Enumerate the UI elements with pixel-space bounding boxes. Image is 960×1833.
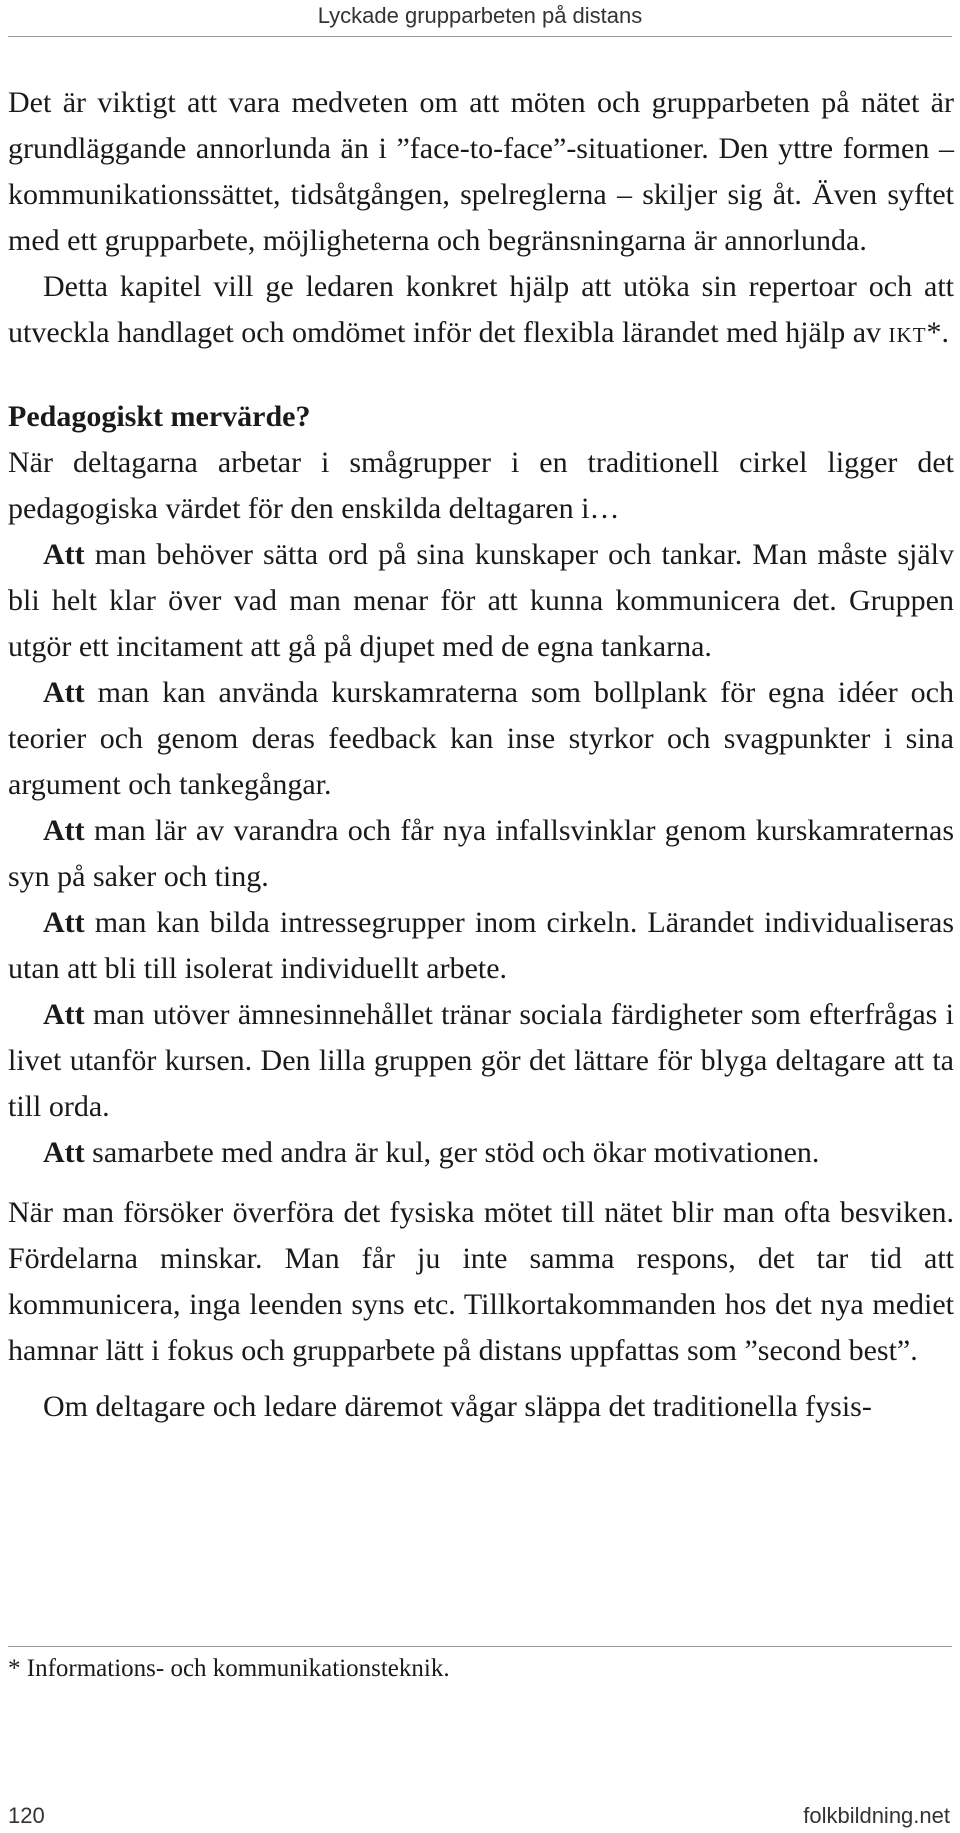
list-item-lead: Att	[43, 814, 85, 847]
page-body	[8, 80, 954, 1430]
list-item-lead: Att	[43, 998, 85, 1031]
section-intro: När deltagarna arbetar i smågrupper i en traditionell cirkel ligger det pedagogiska värdet för den enskilda deltagaren i…	[8, 446, 954, 525]
list-item-text: man kan bilda intressegrupper inom cirkeln. Lärandet individualiseras utan att bli till isolerat individuellt arbete.	[8, 906, 954, 985]
paragraph-chapter-purpose	[8, 264, 954, 356]
list-item-text: samarbete med andra är kul, ger stöd och ökar motivationen.	[84, 1136, 820, 1169]
list-item	[8, 900, 954, 992]
list-item-lead: Att	[43, 1136, 85, 1169]
paragraph-online-meeting: När man försöker överföra det fysiska mötet till nätet blir man ofta besviken. Fördelarna minskar. Man får ju inte samma respons, det tar tid att kommunicera, inga leenden syns etc. Tillkortakommanden hos det nya mediet hamnar lätt i fokus och grupparbete på distans uppfattas som ”second best”.	[8, 1196, 954, 1367]
list-item-text: man behöver sätta ord på sina kunskaper och tankar. Man måste själv bli helt klar över vad man menar för att kunna kommunicera det. Gruppen utgör ett incitament att gå på djupet med de egna tankarna.	[8, 538, 954, 663]
running-header-title: Lyckade grupparbeten på distans	[317, 3, 643, 28]
list-item-lead: Att	[43, 906, 85, 939]
page-number: 120	[8, 1803, 45, 1828]
list-item-lead: Att	[43, 538, 85, 571]
list-item	[8, 532, 954, 670]
list-item	[8, 1130, 954, 1176]
footnote-marker: *.	[926, 316, 950, 349]
footnote: * Informations- och kommunikationsteknik.	[8, 1655, 450, 1682]
chapter-purpose-text: Detta kapitel vill ge ledaren konkret hjälp att utöka sin repertoar och att utveckla handlaget och omdömet inför det flexibla lärandet med hjälp av	[8, 270, 954, 349]
list-item	[8, 808, 954, 900]
list-item-text: man lär av varandra och får nya infallsvinklar genom kurskamraternas syn på saker och ting.	[8, 814, 954, 893]
list-item	[8, 670, 954, 808]
ikt-abbreviation: ikt	[888, 316, 927, 349]
footnote-divider	[8, 1646, 952, 1647]
paragraph-continuation: Om deltagare och ledare däremot vågar släppa det traditionella fysis-	[43, 1390, 872, 1423]
list-item	[8, 992, 954, 1130]
list-item-text: man kan använda kurskamraterna som bollplank för egna idéer och teorier och genom deras feedback kan inse styrkor och svagpunkter i sina argument och tankegångar.	[8, 676, 954, 801]
list-item-text: man utöver ämnesinnehållet tränar sociala färdigheter som efterfrågas i livet utanför kursen. Den lilla gruppen gör det lättare för blyga deltagare att ta till orda.	[8, 998, 954, 1123]
section-heading: Pedagogiskt mervärde?	[8, 400, 311, 433]
running-header	[8, 0, 952, 37]
list-item-lead: Att	[43, 676, 85, 709]
site-name: folkbildning.net	[803, 1803, 950, 1828]
paragraph-intro: Det är viktigt att vara medveten om att möten och grupparbeten på nätet är grundläggande annorlunda än i ”face-to-face”-situationer. Den yttre formen – kommunikationssättet, tidsåtgången, spelreglerna – skiljer sig åt. Även syftet med ett grupparbete, möjligheterna och begränsningarna är annorlunda.	[8, 86, 954, 257]
